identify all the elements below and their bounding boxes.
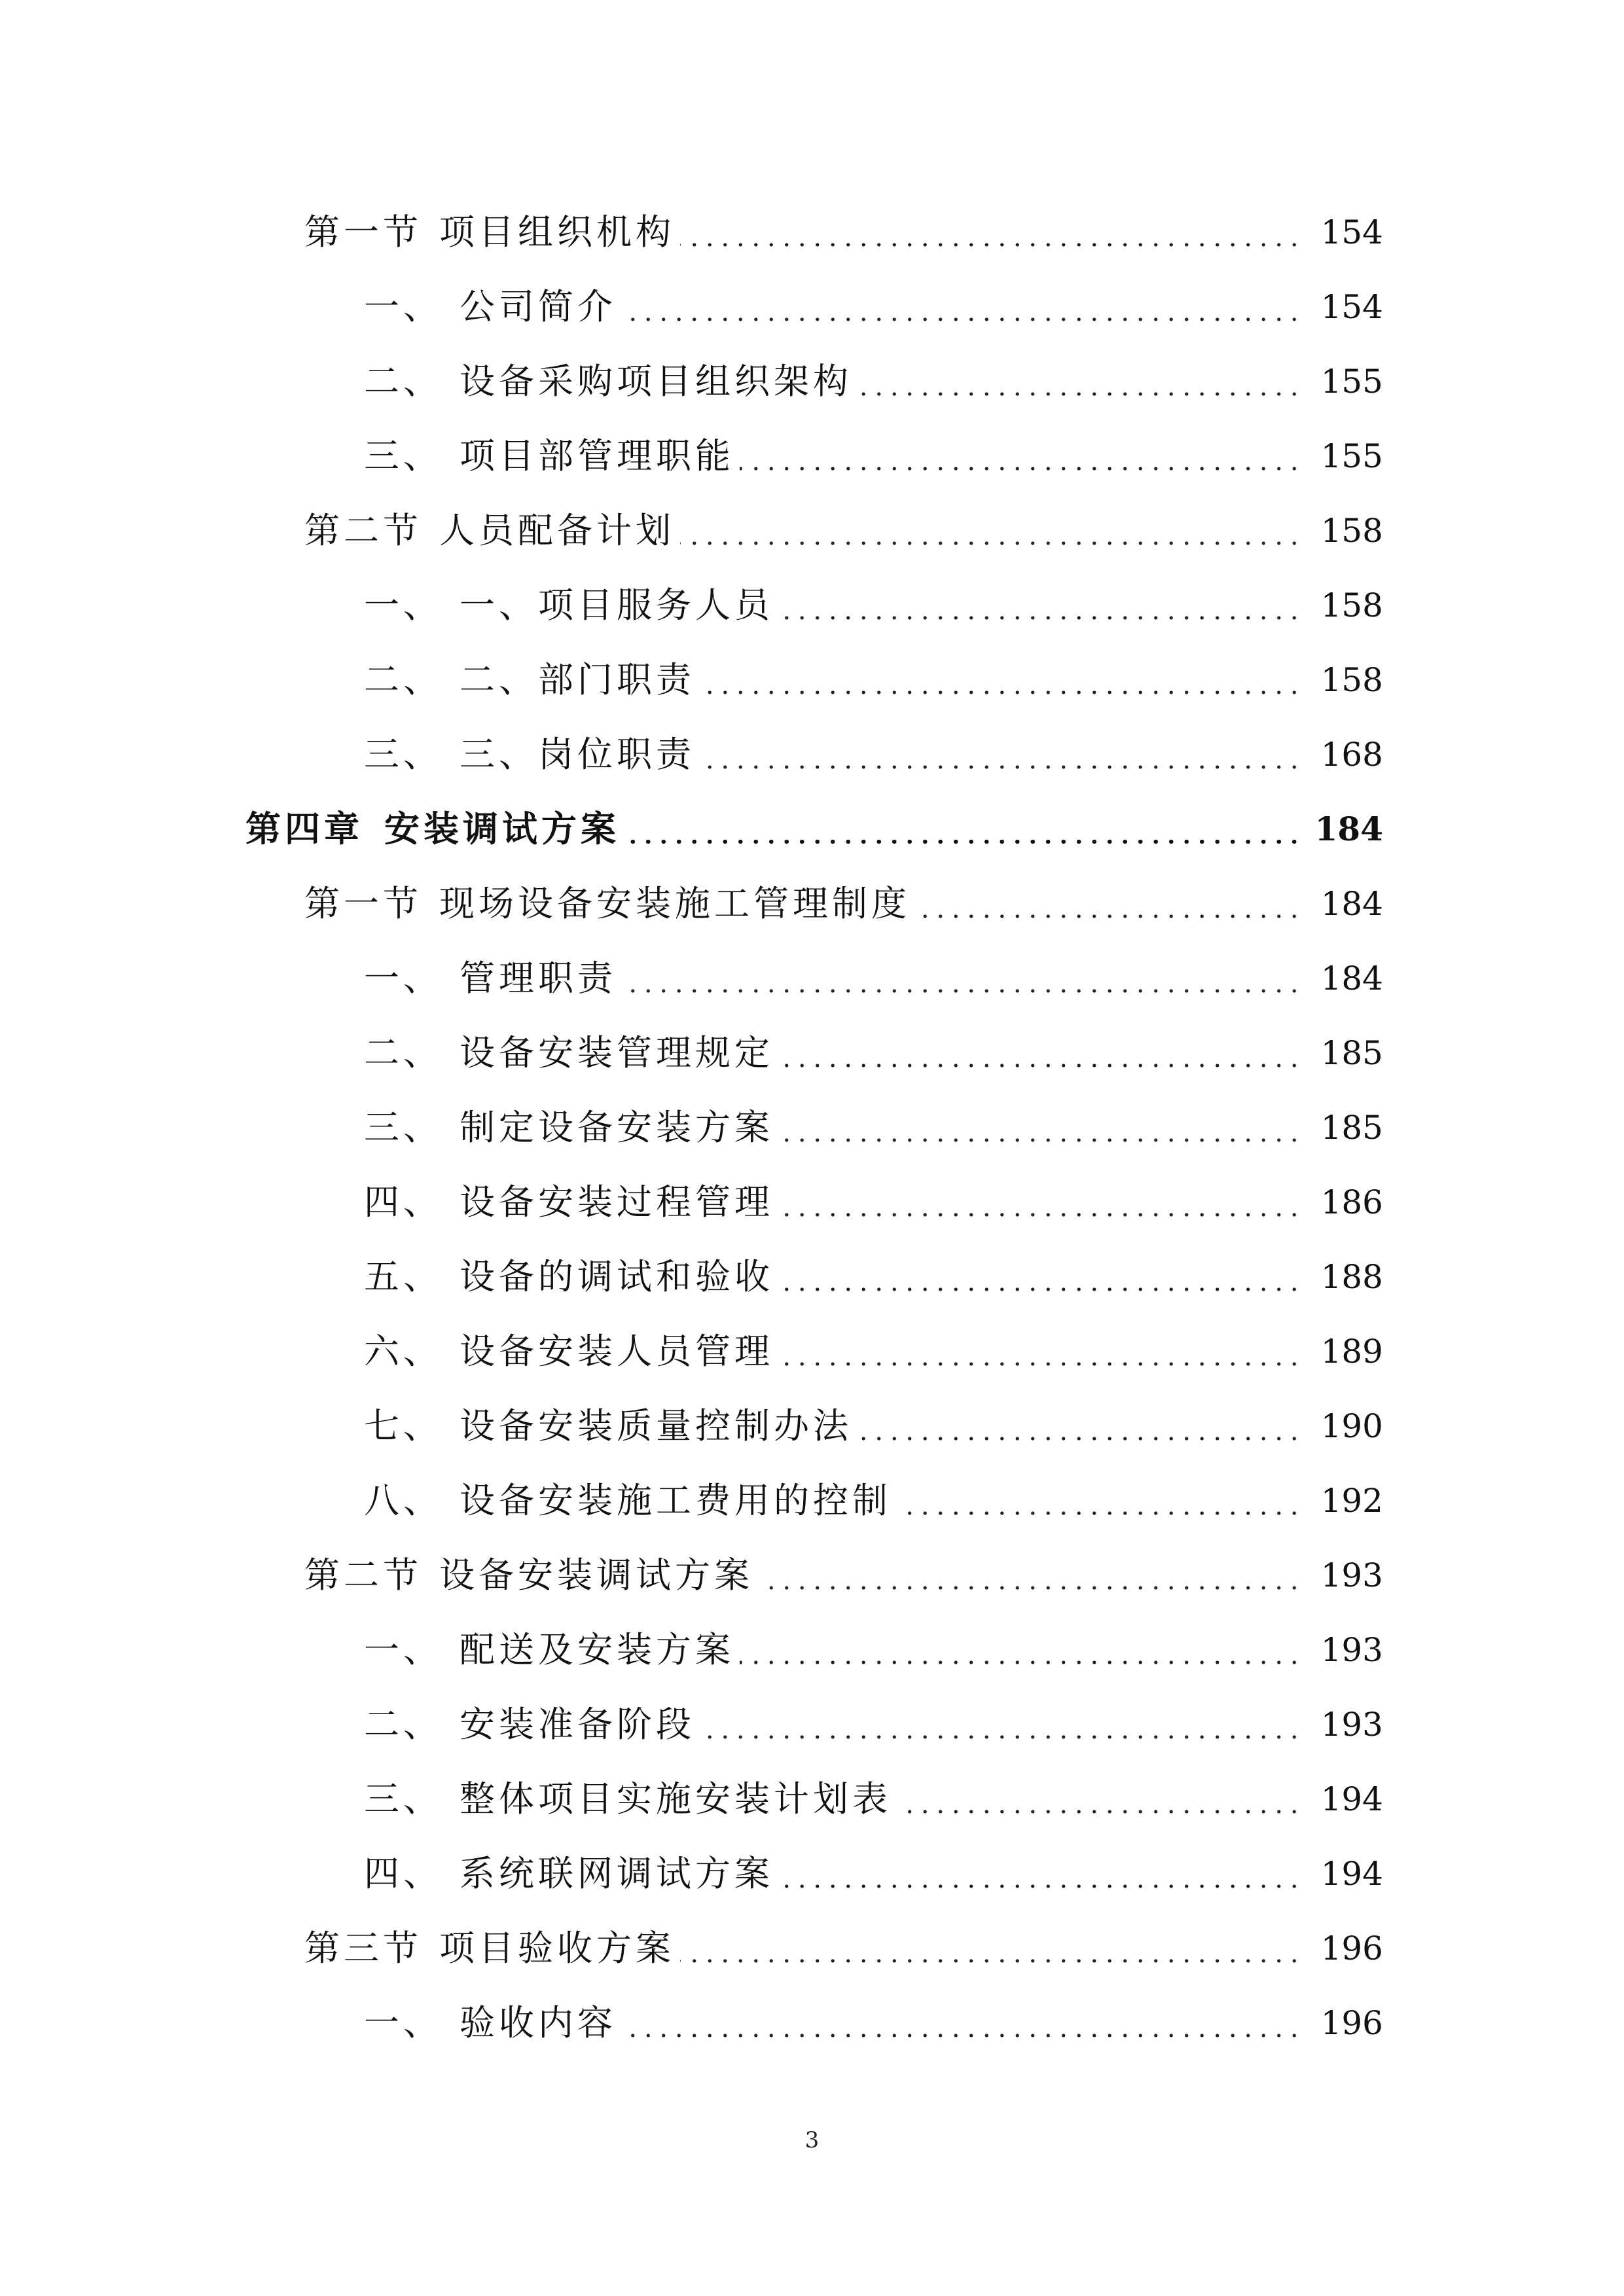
toc-entry-title: 项目部管理职能 [460, 435, 734, 476]
toc-entry[interactable] [0, 1090, 1624, 1165]
toc-entry[interactable] [0, 1837, 1624, 1911]
dot-leader [779, 1854, 1302, 1893]
toc-entry-title: 二、部门职责 [460, 659, 695, 700]
toc-entry-title: 设备采购项目组织架构 [460, 361, 852, 402]
toc-entry-page: 192 [1320, 1482, 1383, 1520]
toc-entry-page: 158 [1320, 586, 1383, 624]
toc-entry[interactable] [0, 1762, 1624, 1837]
toc-entry-page: 184 [1320, 885, 1383, 923]
toc-entry-title: 项目验收方案 [439, 1928, 675, 1969]
toc-entry[interactable] [0, 270, 1624, 344]
dot-leader [740, 437, 1302, 476]
toc-entry-title: 公司简介 [460, 286, 617, 327]
toc-entry[interactable] [0, 1613, 1624, 1687]
toc-entry-number: 二、 [364, 361, 442, 402]
toc-entry-page: 193 [1320, 1556, 1383, 1594]
dot-leader [897, 1780, 1302, 1819]
toc-entry-title: 系统联网调试方案 [460, 1853, 774, 1894]
toc-entry-title: 安装调试方案 [384, 808, 620, 850]
toc-entry-page: 184 [1314, 810, 1383, 848]
toc-entry-number: 三、 [364, 1107, 442, 1148]
toc-entry-title: 验收内容 [460, 2002, 617, 2043]
toc-entry-title: 设备安装过程管理 [460, 1181, 774, 1223]
toc-entry[interactable] [0, 941, 1624, 1016]
dot-leader [700, 735, 1302, 774]
dot-leader [680, 213, 1302, 252]
dot-leader [759, 1556, 1302, 1595]
toc-entry-title: 设备安装调试方案 [439, 1554, 753, 1596]
toc-entry-page: 154 [1320, 213, 1383, 251]
dot-leader [857, 362, 1302, 401]
table-of-contents [0, 195, 1624, 2060]
toc-entry-number: 三、 [364, 734, 442, 775]
toc-entry-number: 三、 [364, 1778, 442, 1820]
toc-entry[interactable] [0, 1016, 1624, 1090]
toc-entry[interactable] [0, 643, 1624, 717]
toc-entry-number: 四、 [364, 1853, 442, 1894]
dot-leader [625, 810, 1302, 849]
toc-entry-page: 193 [1320, 1706, 1383, 1744]
dot-leader [779, 586, 1302, 625]
toc-entry[interactable] [0, 344, 1624, 419]
toc-entry[interactable] [0, 1538, 1624, 1613]
toc-entry-title: 制定设备安装方案 [460, 1107, 774, 1148]
toc-entry[interactable] [0, 717, 1624, 792]
dot-leader [622, 287, 1302, 327]
toc-entry-page: 155 [1320, 437, 1383, 475]
toc-entry-number: 第四章 [245, 808, 363, 850]
toc-entry-title: 设备安装人员管理 [460, 1331, 774, 1372]
toc-entry-title: 设备安装管理规定 [460, 1032, 774, 1073]
toc-entry[interactable] [0, 1314, 1624, 1389]
toc-entry[interactable] [0, 1986, 1624, 2060]
dot-leader [857, 1407, 1302, 1446]
dot-leader [779, 1183, 1302, 1222]
toc-entry-page: 154 [1320, 288, 1383, 326]
toc-entry[interactable] [0, 1687, 1624, 1762]
toc-entry-title: 项目组织机构 [439, 211, 675, 253]
toc-entry-number: 第二节 [304, 1554, 422, 1596]
toc-chapter-entry[interactable] [0, 792, 1624, 867]
toc-entry-title: 整体项目实施安装计划表 [460, 1778, 892, 1820]
dot-leader [622, 2003, 1302, 2043]
toc-entry-page: 188 [1320, 1258, 1383, 1296]
toc-entry-number: 二、 [364, 659, 442, 700]
toc-entry-title: 现场设备安装施工管理制度 [439, 883, 911, 924]
dot-leader [916, 884, 1302, 924]
toc-entry-page: 196 [1320, 2004, 1383, 2042]
toc-entry-page: 189 [1320, 1333, 1383, 1371]
toc-entry-title: 一、项目服务人员 [460, 584, 774, 626]
toc-entry-title: 三、岗位职责 [460, 734, 695, 775]
dot-leader [700, 660, 1302, 700]
dot-leader [779, 1033, 1302, 1073]
toc-entry-page: 186 [1320, 1183, 1383, 1221]
dot-leader [779, 1257, 1302, 1297]
toc-entry-page: 190 [1320, 1407, 1383, 1445]
toc-entry-number: 第三节 [304, 1928, 422, 1969]
dot-leader [779, 1332, 1302, 1371]
toc-entry[interactable] [0, 493, 1624, 568]
toc-entry-page: 193 [1320, 1631, 1383, 1669]
toc-entry[interactable] [0, 1240, 1624, 1314]
dot-leader [622, 959, 1302, 998]
toc-entry-number: 二、 [364, 1032, 442, 1073]
toc-entry-number: 一、 [364, 1629, 442, 1670]
toc-entry[interactable] [0, 568, 1624, 643]
toc-entry-number: 一、 [364, 2002, 442, 2043]
toc-entry[interactable] [0, 419, 1624, 493]
toc-entry-number: 三、 [364, 435, 442, 476]
toc-entry-number: 第一节 [304, 883, 422, 924]
toc-entry-page: 194 [1320, 1780, 1383, 1818]
toc-entry[interactable] [0, 1389, 1624, 1463]
toc-entry-number: 四、 [364, 1181, 442, 1223]
toc-entry-number: 六、 [364, 1331, 442, 1372]
toc-entry-number: 一、 [364, 958, 442, 999]
toc-entry-page: 185 [1320, 1034, 1383, 1072]
dot-leader [680, 511, 1302, 550]
toc-entry-title: 设备的调试和验收 [460, 1256, 774, 1297]
toc-entry[interactable] [0, 1463, 1624, 1538]
toc-entry-page: 158 [1320, 512, 1383, 550]
dot-leader [740, 1630, 1302, 1670]
dot-leader [779, 1108, 1302, 1147]
toc-entry-page: 196 [1320, 1929, 1383, 1967]
toc-entry-number: 第一节 [304, 211, 422, 253]
dot-leader [700, 1705, 1302, 1744]
toc-entry-page: 168 [1320, 736, 1383, 774]
toc-entry-page: 185 [1320, 1109, 1383, 1147]
toc-entry-title: 安装准备阶段 [460, 1704, 695, 1745]
toc-entry[interactable] [0, 867, 1624, 941]
toc-entry-title: 配送及安装方案 [460, 1629, 734, 1670]
toc-entry-title: 设备安装施工费用的控制 [460, 1480, 892, 1521]
toc-entry-page: 158 [1320, 661, 1383, 699]
toc-entry-number: 五、 [364, 1256, 442, 1297]
toc-entry-page: 155 [1320, 363, 1383, 401]
toc-entry-title: 设备安装质量控制办法 [460, 1405, 852, 1446]
toc-entry-title: 人员配备计划 [439, 510, 675, 551]
toc-entry-title: 管理职责 [460, 958, 617, 999]
dot-leader [897, 1481, 1302, 1520]
dot-leader [680, 1929, 1302, 1968]
toc-entry-number: 八、 [364, 1480, 442, 1521]
toc-entry-page: 184 [1320, 960, 1383, 997]
toc-entry-number: 一、 [364, 584, 442, 626]
toc-entry[interactable] [0, 195, 1624, 270]
toc-entry[interactable] [0, 1165, 1624, 1240]
toc-entry-number: 七、 [364, 1405, 442, 1446]
toc-entry-page: 194 [1320, 1855, 1383, 1893]
toc-entry-number: 第二节 [304, 510, 422, 551]
page-number: 3 [804, 2127, 820, 2153]
toc-entry-number: 一、 [364, 286, 442, 327]
toc-entry-number: 二、 [364, 1704, 442, 1745]
toc-entry[interactable] [0, 1911, 1624, 1986]
